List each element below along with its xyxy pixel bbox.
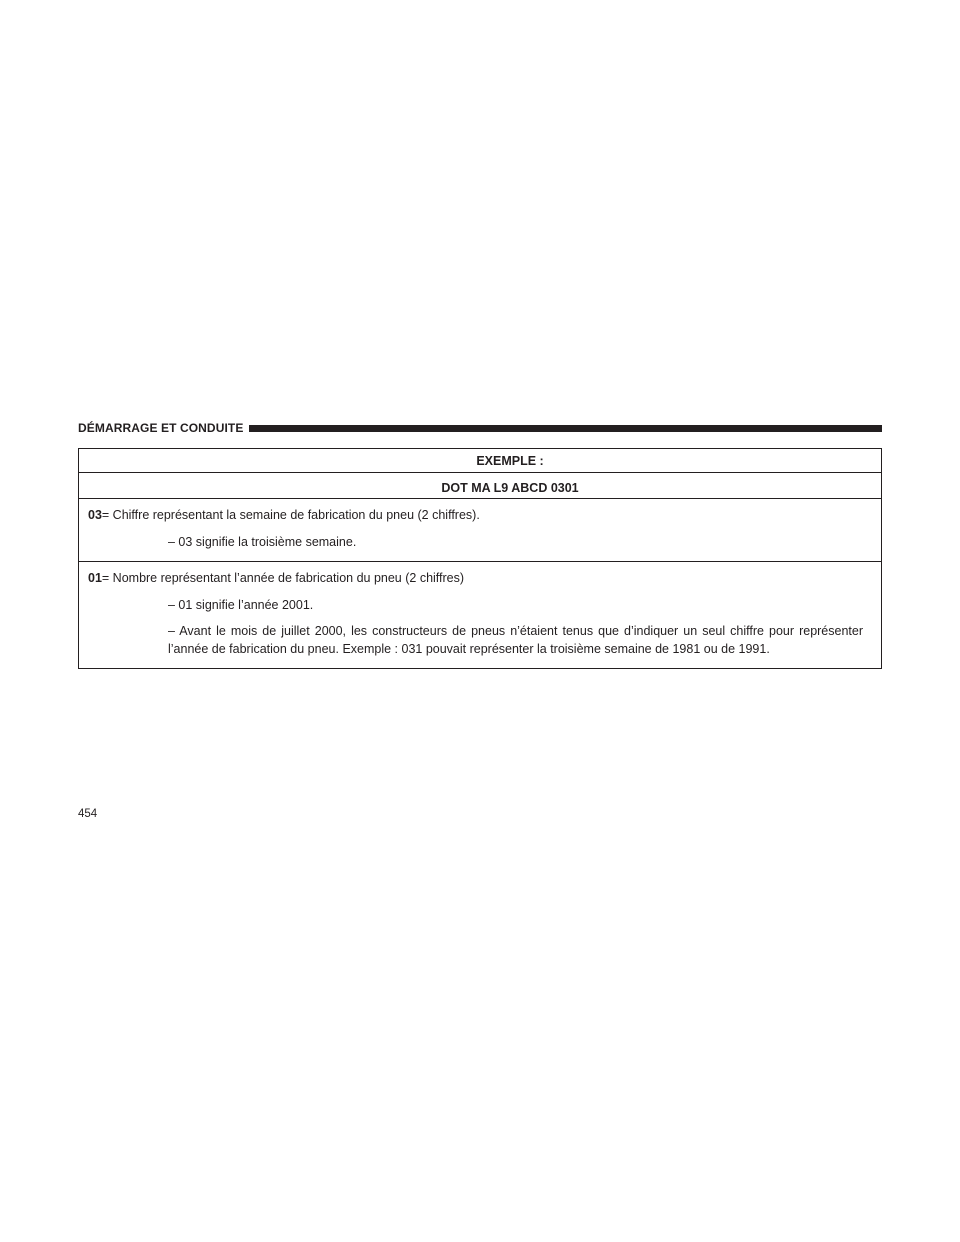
dot-code: DOT MA L9 ABCD 0301 — [79, 473, 882, 499]
entry-cell-year — [79, 562, 882, 669]
entry-note: – 03 signifie la troisième semaine. — [168, 535, 357, 549]
entry-description: = Chiffre représentant la semaine de fabrication du pneu (2 chiffres). — [101, 508, 480, 522]
table-heading: EXEMPLE : — [79, 449, 882, 473]
entry-line — [88, 570, 863, 586]
table-row — [79, 499, 882, 562]
section-title: DÉMARRAGE ET CONDUITE — [78, 421, 244, 435]
page-number: 454 — [78, 808, 98, 820]
entry-description: = Nombre représentant l’année de fabrication du pneu (2 chiffres) — [101, 571, 465, 585]
dot-code-row — [79, 473, 882, 499]
section-header — [78, 418, 882, 438]
section-divider-bar — [249, 425, 882, 432]
entry-code: 03 — [88, 508, 102, 522]
entry-note: – 01 signifie l’année 2001. — [168, 598, 314, 612]
table-row — [79, 562, 882, 669]
entry-cell-week — [79, 499, 882, 562]
table-heading-row — [79, 449, 882, 473]
entry-line — [88, 507, 863, 523]
dot-code-table — [78, 448, 882, 669]
entry-note: – Avant le mois de juillet 2000, les constructeurs de pneus n’étaient tenus que d’indiquer un seul chiffre pour représenter l’année de fabrication du pneu. Exemple : 031 pouvait représenter la troisième semaine de 1981 ou de 1991. — [168, 624, 863, 656]
entry-code: 01 — [88, 571, 102, 585]
